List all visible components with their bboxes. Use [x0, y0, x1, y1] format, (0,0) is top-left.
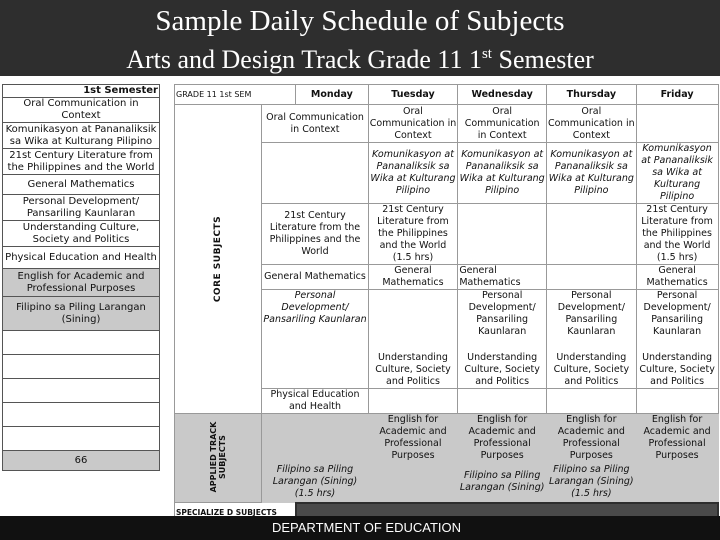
schedule-cell: 21st Century Literature from the Philippines and the World — [262, 204, 368, 265]
ucsp-text: Understanding Culture, Society and Politics — [639, 352, 715, 387]
perdev-text: Personal Development/ Pansariling Kaunlaran — [557, 290, 625, 337]
empty-cell — [368, 463, 458, 503]
schedule-cell: General Mathematics — [262, 265, 368, 290]
ucsp-text: Understanding Culture, Society and Politics — [464, 352, 540, 387]
semester-header: 1st Semester — [3, 85, 160, 98]
schedule-cell: General Mathematics — [368, 265, 458, 290]
subject-cell: Filipino sa Piling Larangan (Sining) — [3, 297, 160, 331]
title-superscript: st — [481, 46, 492, 62]
perdev-text: Personal Development/ Pansariling Kaunlaran — [468, 290, 536, 337]
empty-cell — [3, 427, 160, 451]
subjects-summary-table — [2, 84, 160, 471]
schedule-cell: Oral Communication in Context — [458, 105, 547, 143]
category-applied-track-subjects — [175, 414, 262, 503]
schedule-cell: Physical Education and Health — [262, 389, 368, 414]
empty-cell — [3, 331, 160, 355]
schedule-cell: Komunikasyon at Pananaliksik sa Wika at Kulturang Pilipino — [368, 143, 458, 204]
title-line-2 — [0, 38, 720, 76]
empty-cell — [458, 389, 547, 414]
empty-cell — [547, 265, 637, 290]
category-core-subjects — [175, 105, 262, 414]
schedule-cell — [636, 290, 718, 389]
day-header: Wednesday — [458, 85, 547, 105]
empty-cell — [3, 403, 160, 427]
category-label: CORE SUBJECTS — [213, 215, 224, 303]
schedule-cell: Oral Communication in Context — [369, 105, 457, 141]
subject-cell: Oral Communication in Context — [3, 98, 160, 123]
day-header: Friday — [636, 85, 718, 105]
subject-cell: Personal Development/ Pansariling Kaunlaran — [3, 195, 160, 221]
schedule-cell: Komunikasyon at Pananaliksik sa Wika at Kulturang Pilipino — [547, 143, 637, 204]
schedule-cell: Oral Communication in Context — [262, 105, 368, 143]
schedule-cell: English for Academic and Professional Purposes — [636, 414, 718, 463]
subject-cell: Physical Education and Health — [3, 247, 160, 269]
schedule-cell: Filipino sa Piling Larangan (Sining) — [458, 463, 547, 503]
schedule-cell: Filipino sa Piling Larangan (Sining) (1.5 hrs) — [262, 463, 368, 503]
schedule-cell: Oral Communication in Context — [548, 105, 635, 141]
empty-cell — [262, 143, 368, 204]
schedule-cell: Komunikasyon at Pananaliksik sa Wika at Kulturang Pilipino — [636, 143, 718, 204]
schedule-cell: Komunikasyon at Pananaliksik sa Wika at Kulturang Pilipino — [458, 143, 547, 204]
day-header: Thursday — [547, 85, 637, 105]
subject-cell: Understanding Culture, Society and Politics — [3, 221, 160, 247]
schedule-cell — [547, 290, 637, 389]
total-hours-cell: 66 — [3, 451, 160, 471]
category-specialized-subjects: SPECIALIZE D SUBJECTS — [175, 503, 296, 517]
schedule-cell: English for Academic and Professional Purposes — [547, 414, 637, 463]
title-line-2-main: Arts and Design Track Grade 11 1 — [126, 45, 482, 74]
schedule-cell: 21st Century Literature from the Philippines and the World (1.5 hrs) — [636, 204, 718, 265]
empty-cell — [636, 463, 718, 503]
schedule-cell: English for Academic and Professional Purposes — [368, 414, 458, 463]
category-label: APPLIED TRACK SUBJECTS — [209, 421, 228, 493]
day-header: Tuesday — [368, 85, 458, 105]
schedule-cell: English for Academic and Professional Purposes — [458, 414, 547, 463]
empty-cell — [547, 389, 637, 414]
slide-title — [0, 0, 720, 76]
empty-cell — [262, 414, 368, 463]
schedule-cell: Personal Development/ Pansariling Kaunlaran — [262, 290, 368, 389]
empty-cell — [547, 204, 637, 265]
empty-cell — [636, 105, 718, 143]
day-header: Monday — [296, 85, 369, 105]
title-line-2-end: Semester — [491, 45, 594, 74]
subject-cell: English for Academic and Professional Purposes — [3, 269, 160, 297]
title-line-1: Sample Daily Schedule of Subjects — [155, 5, 565, 37]
schedule-cell: General Mathematics — [458, 265, 547, 290]
grade-semester-corner: GRADE 11 1st SEM — [175, 85, 296, 105]
ucsp-text: Understanding Culture, Society and Politics — [553, 352, 630, 387]
empty-cell — [458, 204, 547, 265]
subject-cell: General Mathematics — [3, 175, 160, 195]
schedule-cell: Filipino sa Piling Larangan (Sining) (1.5 hrs) — [547, 463, 637, 503]
footer-bar — [0, 516, 720, 540]
schedule-cell: Understanding Culture, Society and Politics — [368, 290, 458, 389]
footer-text: DEPARTMENT OF EDUCATION — [272, 520, 461, 535]
empty-cell — [368, 389, 458, 414]
empty-cell — [636, 389, 718, 414]
schedule-cell: 21st Century Literature from the Philippines and the World (1.5 hrs) — [368, 204, 458, 265]
subject-cell: 21st Century Literature from the Philippines and the World — [3, 149, 160, 175]
specialized-subjects-bar — [296, 503, 718, 517]
subject-cell: Komunikasyon at Pananaliksik sa Wika at Kulturang Pilipino — [3, 123, 160, 149]
weekly-schedule-table — [174, 84, 719, 516]
content-area — [0, 76, 720, 516]
empty-cell — [3, 379, 160, 403]
empty-cell — [3, 355, 160, 379]
schedule-cell: General Mathematics — [636, 265, 718, 290]
perdev-text: Personal Development/ Pansariling Kaunlaran — [643, 290, 711, 337]
schedule-cell — [458, 290, 547, 389]
